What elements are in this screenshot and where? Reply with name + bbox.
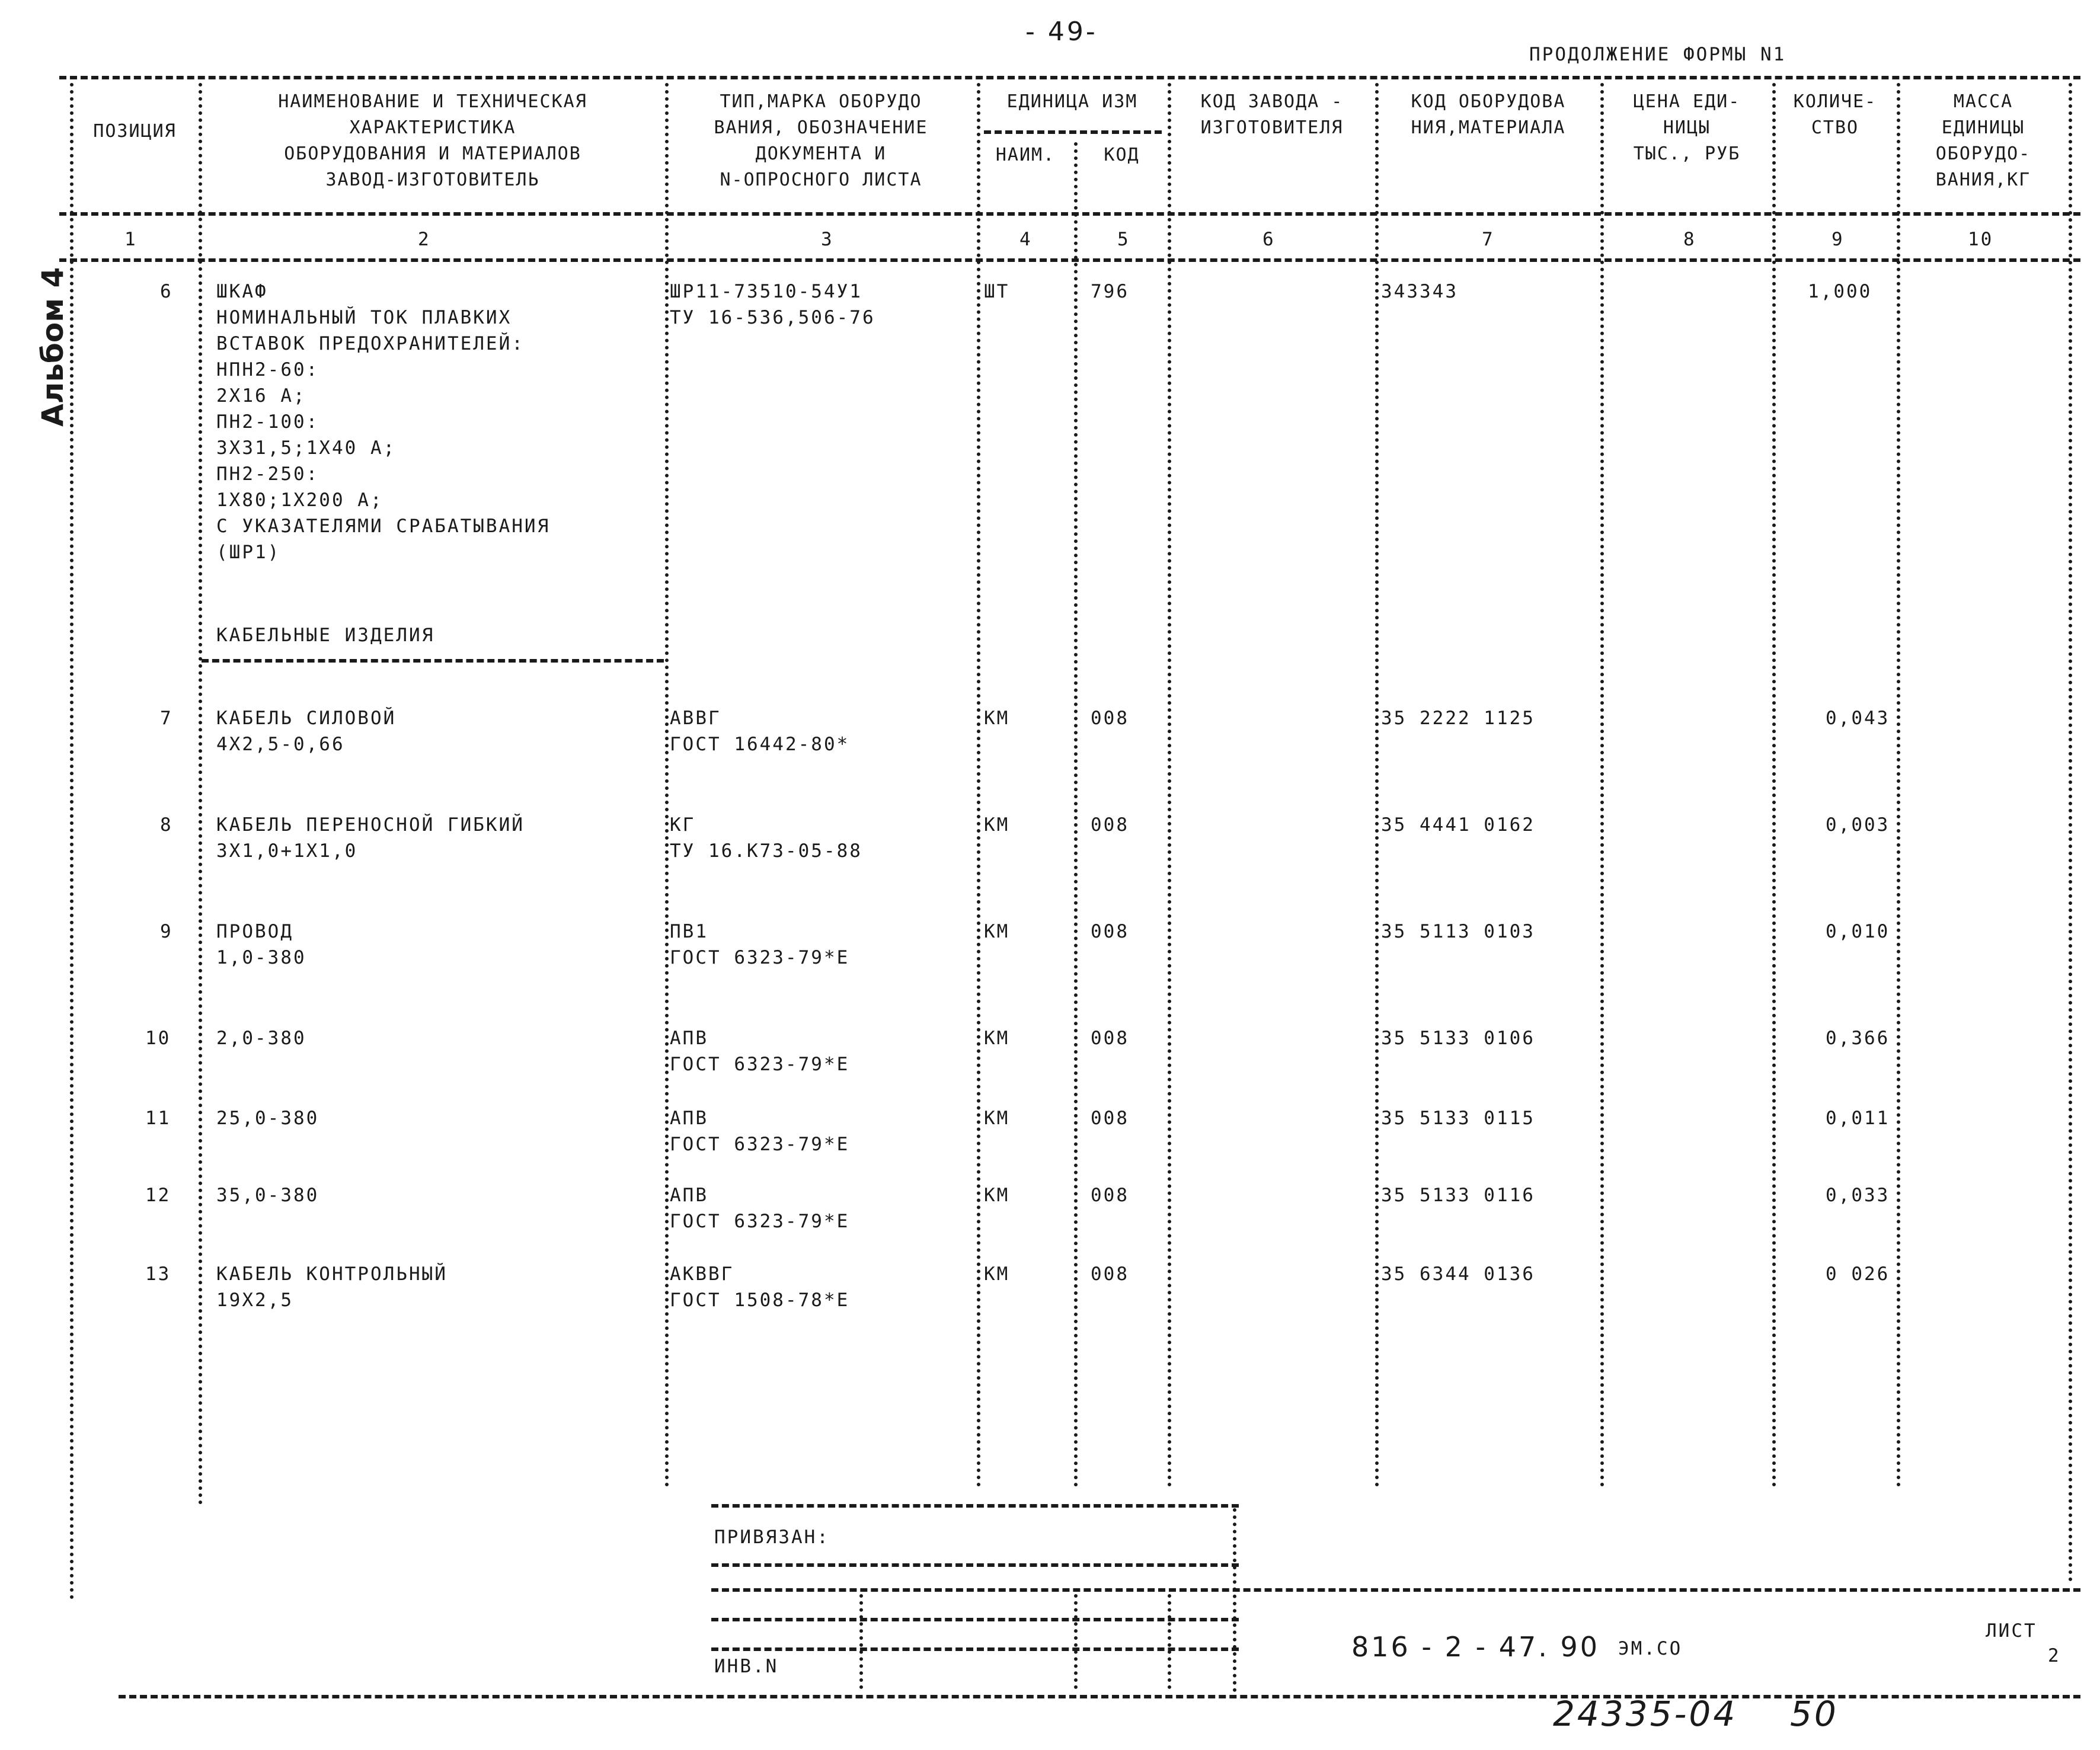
equipment-code: 35 5133 0115 [1381, 1108, 1535, 1129]
unit-name: ШТ [984, 281, 1010, 302]
name-line: ВСТАВОК ПРЕДОХРАНИТЕЛЕЙ: [216, 333, 525, 354]
type-line: АКВВГ [670, 1263, 734, 1285]
unit-code: 008 [1091, 814, 1129, 836]
header-col10 [1898, 89, 2069, 193]
section-heading: КАБЕЛЬНЫЕ ИЗДЕЛИЯ [216, 625, 435, 646]
header-col9 [1773, 89, 1897, 141]
item-name [216, 279, 550, 565]
header-text: ВАНИЯ, ОБОЗНАЧЕНИЕ [714, 117, 928, 138]
type-line: ГОСТ 6323-79*Е [670, 1054, 850, 1075]
type-line: АВВГ [670, 708, 721, 729]
item-name [216, 812, 525, 864]
column-number: 7 [1482, 229, 1495, 250]
quantity: 0,003 [1826, 814, 1890, 836]
stamp-bound-label: ПРИВЯЗАН: [714, 1527, 830, 1548]
column-number: 2 [418, 229, 431, 250]
header-col4 [978, 142, 1073, 168]
quantity: 0,033 [1826, 1185, 1890, 1206]
type-line: ГОСТ 6323-79*Е [670, 947, 850, 968]
name-line: КАБЕЛЬ СИЛОВОЙ [216, 708, 397, 729]
header-text: НИЦЫ [1663, 117, 1711, 138]
header-text: ПОЗИЦИЯ [93, 121, 177, 142]
unit-name: КМ [984, 1185, 1010, 1206]
header-col45 [978, 89, 1166, 115]
equipment-code: 35 6344 0136 [1381, 1263, 1535, 1285]
name-line: 1Х80;1Х200 А; [216, 490, 383, 511]
column-number: 10 [1968, 229, 1994, 250]
stamp-separator [1168, 1594, 1171, 1689]
header-text: ТИП,МАРКА ОБОРУДО [720, 91, 922, 112]
name-line: 2,0-380 [216, 1028, 306, 1049]
position-number: 8 [160, 814, 173, 836]
quantity: 0,011 [1826, 1108, 1890, 1129]
header-text: КОД ОБОРУДОВА [1411, 91, 1566, 112]
position-number: 13 [145, 1263, 171, 1285]
type-line: ПВ1 [670, 921, 708, 942]
unit-name: КМ [984, 708, 1010, 729]
name-line: ШКАФ [216, 281, 268, 302]
equipment-code: 35 2222 1125 [1381, 708, 1535, 729]
equipment-code: 35 5133 0106 [1381, 1028, 1535, 1049]
unit-code: 008 [1091, 1263, 1129, 1285]
position-number: 10 [145, 1028, 171, 1049]
item-name [216, 1182, 319, 1208]
unit-name: КМ [984, 1028, 1010, 1049]
name-line: 19Х2,5 [216, 1290, 293, 1311]
stamp-separator [859, 1594, 863, 1689]
header-text: ЕДИНИЦА ИЗМ [1006, 91, 1138, 112]
header-text: ТЫС., РУБ [1633, 143, 1741, 164]
table-row [71, 919, 2069, 978]
item-name [216, 705, 396, 757]
type-line: ГОСТ 6323-79*Е [670, 1211, 850, 1232]
page-number: - 49- [1025, 17, 1098, 47]
unit-code: 008 [1091, 1185, 1129, 1206]
item-type [670, 1105, 849, 1157]
header-col2 [202, 89, 664, 193]
column-number: 4 [1019, 229, 1033, 250]
item-type [670, 919, 849, 971]
stamp-separator [1233, 1508, 1236, 1692]
name-line: НПН2-60: [216, 359, 319, 380]
type-line: ГОСТ 6323-79*Е [670, 1134, 850, 1155]
table-row [71, 1105, 2069, 1164]
name-line: (ШР1) [216, 542, 281, 563]
section-underline [202, 659, 664, 663]
type-line: ГОСТ 1508-78*Е [670, 1290, 850, 1311]
album-label: Альбом 4 [36, 267, 70, 427]
quantity: 0,010 [1826, 921, 1890, 942]
page-bottom-rule [119, 1695, 2080, 1698]
table-row [71, 705, 2069, 764]
header-text: ХАРАКТЕРИСТИКА [349, 117, 516, 138]
position-number: 11 [145, 1108, 171, 1129]
table-top-rule [59, 76, 2080, 79]
stamp-separator [1074, 1594, 1078, 1689]
item-name [216, 1025, 306, 1051]
quantity: 0,043 [1826, 708, 1890, 729]
header-text: НАИМЕНОВАНИЕ И ТЕХНИЧЕСКАЯ [278, 91, 587, 112]
header-text: ВАНИЯ,КГ [1935, 169, 2031, 190]
header-text: ЦЕНА ЕДИ- [1633, 91, 1741, 112]
header-bottom-rule [59, 212, 2080, 216]
table-row [71, 1182, 2069, 1242]
header-text: КОЛИЧЕ- [1793, 91, 1877, 112]
quantity: 0,366 [1826, 1028, 1890, 1049]
document-suffix: ЭМ.СО [1618, 1638, 1683, 1659]
item-name [216, 919, 306, 971]
item-name [216, 1261, 448, 1313]
archive-sheet: 50 [1790, 1694, 1839, 1734]
name-line: КАБЕЛЬ ПЕРЕНОСНОЙ ГИБКИЙ [216, 814, 525, 836]
name-line: ПН2-250: [216, 463, 319, 485]
item-type [670, 279, 875, 331]
item-type [670, 1182, 849, 1234]
type-line: ГОСТ 16442-80* [670, 734, 850, 755]
name-line: КАБЕЛЬ КОНТРОЛЬНЫЙ [216, 1263, 448, 1285]
unit-code: 796 [1091, 281, 1129, 302]
header-text: ОБОРУДОВАНИЯ И МАТЕРИАЛОВ [284, 143, 581, 164]
table-row [71, 1025, 2069, 1084]
header-col1 [71, 119, 199, 145]
name-line: 2Х16 А; [216, 385, 306, 407]
table-row [71, 1261, 2069, 1320]
header-col7 [1376, 89, 1600, 141]
type-line: ШР11-73510-54У1 [670, 281, 862, 302]
column-number: 8 [1683, 229, 1696, 250]
header-text: КОД ЗАВОДА - [1200, 91, 1344, 112]
form-title: ПРОДОЛЖЕНИЕ ФОРМЫ N1 [1529, 44, 1786, 65]
header-col6 [1169, 89, 1375, 141]
unit-name: КМ [984, 921, 1010, 942]
header-text: ДОКУМЕНТА И [755, 143, 887, 164]
header-text: СТВО [1811, 117, 1859, 138]
header-col5 [1076, 142, 1168, 168]
unit-name: КМ [984, 1108, 1010, 1129]
document-code: 816 - 2 - 47. 90 [1351, 1631, 1600, 1663]
sheet-label: ЛИСТ [1986, 1620, 2037, 1642]
header-text: ОБОРУДО- [1935, 143, 2031, 164]
name-line: С УКАЗАТЕЛЯМИ СРАБАТЫВАНИЯ [216, 516, 551, 537]
column-number: 9 [1831, 229, 1845, 250]
table-row [71, 812, 2069, 871]
unit-name: КМ [984, 814, 1010, 836]
header-text: ЕДИНИЦЫ [1941, 117, 2025, 138]
column-numbers-rule [59, 258, 2080, 262]
name-line: 1,0-380 [216, 947, 306, 968]
header-col3 [667, 89, 975, 193]
header-text: ИЗГОТОВИТЕЛЯ [1200, 117, 1344, 138]
stamp-rule [711, 1563, 1239, 1567]
unit-split-rule [984, 130, 1162, 134]
column-separator [2069, 83, 2072, 1582]
stamp-inv-label: ИНВ.N [714, 1656, 779, 1677]
unit-code: 008 [1091, 921, 1129, 942]
position-number: 12 [145, 1185, 171, 1206]
name-line: 35,0-380 [216, 1185, 319, 1206]
name-line: 3Х1,0+1Х1,0 [216, 840, 358, 862]
unit-name: КМ [984, 1263, 1010, 1285]
name-line: ПН2-100: [216, 411, 319, 433]
equipment-code: 35 5113 0103 [1381, 921, 1535, 942]
item-type [670, 705, 849, 757]
unit-code: 008 [1091, 1108, 1129, 1129]
name-line: 4Х2,5-0,66 [216, 734, 345, 755]
position-number: 9 [160, 921, 173, 942]
name-line: 25,0-380 [216, 1108, 319, 1129]
quantity: 1,000 [1808, 281, 1872, 302]
column-number: 5 [1117, 229, 1130, 250]
stamp-rule [711, 1588, 2080, 1592]
archive-number: 24335-04 [1553, 1694, 1738, 1734]
name-line: НОМИНАЛЬНЫЙ ТОК ПЛАВКИХ [216, 307, 512, 328]
item-type [670, 1025, 849, 1077]
type-line: АПВ [670, 1185, 708, 1206]
position-number: 7 [160, 708, 173, 729]
stamp-rule [711, 1618, 1239, 1621]
type-line: КГ [670, 814, 696, 836]
unit-code: 008 [1091, 708, 1129, 729]
header-text: N-ОПРОСНОГО ЛИСТА [720, 169, 922, 190]
header-text: НИЯ,МАТЕРИАЛА [1411, 117, 1566, 138]
stamp-rule [711, 1504, 1239, 1508]
column-number: 3 [821, 229, 834, 250]
name-line: 3Х31,5;1Х40 А; [216, 437, 397, 459]
column-number: 1 [124, 229, 138, 250]
header-text: ЗАВОД-ИЗГОТОВИТЕЛЬ [325, 169, 540, 190]
type-line: АПВ [670, 1028, 708, 1049]
sheet-number: 2 [2048, 1645, 2061, 1666]
column-number: 6 [1262, 229, 1276, 250]
type-line: ТУ 16.К73-05-88 [670, 840, 862, 862]
equipment-code: 35 4441 0162 [1381, 814, 1535, 836]
item-type [670, 1261, 849, 1313]
type-line: ТУ 16-536,506-76 [670, 307, 875, 328]
stamp-rule [711, 1647, 1239, 1651]
header-text: МАССА [1953, 91, 2013, 112]
equipment-code: 343343 [1381, 281, 1458, 302]
header-text: НАИМ. [995, 145, 1056, 165]
item-type [670, 812, 862, 864]
header-text: КОД [1104, 145, 1140, 165]
name-line: ПРОВОД [216, 921, 293, 942]
type-line: АПВ [670, 1108, 708, 1129]
item-name [216, 1105, 319, 1131]
position-number: 6 [160, 281, 173, 302]
unit-code: 008 [1091, 1028, 1129, 1049]
equipment-code: 35 5133 0116 [1381, 1185, 1535, 1206]
quantity: 0 026 [1826, 1263, 1890, 1285]
header-col8 [1602, 89, 1772, 167]
table-row [71, 279, 2069, 587]
